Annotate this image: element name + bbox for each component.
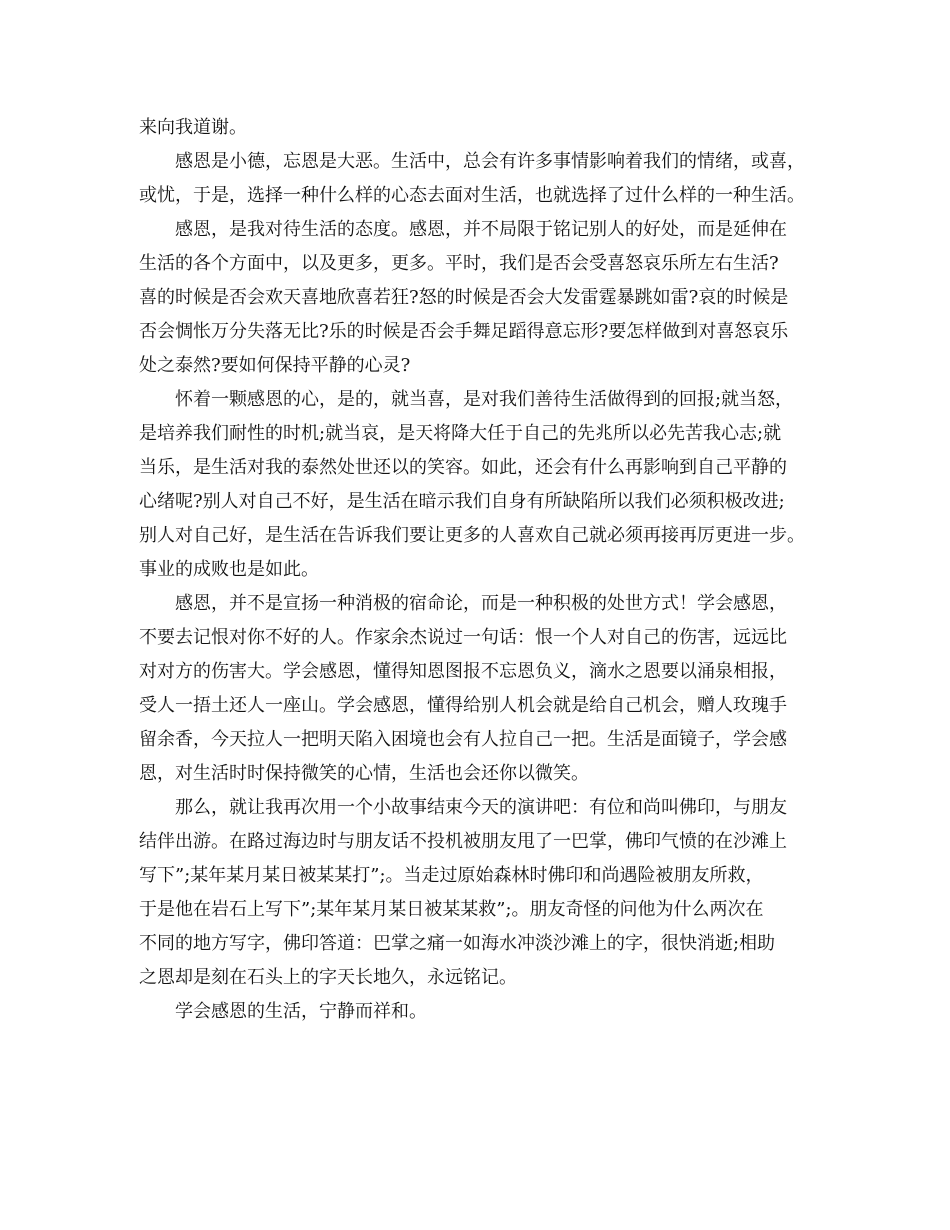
- body-text: [139, 111, 822, 1029]
- text-line: 感恩，是我对待生活的态度。感恩，并不局限于铭记别人的好处，而是延伸在: [175, 219, 787, 240]
- text-line: 来向我道谢。: [139, 117, 247, 138]
- text-line: 感恩，并不是宣扬一种消极的宿命论，而是一种积极的处世方式！学会感恩，: [175, 593, 787, 614]
- text-line: 是培养我们耐性的时机;就当哀，是天将降大任于自己的先兆所以必先苦我心志;就: [139, 423, 782, 444]
- text-line: 喜的时候是否会欢天喜地欣喜若狂?怒的时候是否会大发雷霆暴跳如雷?哀的时候是: [139, 287, 789, 308]
- text-line: 恩，对生活时时保持微笑的心情，生活也会还你以微笑。: [139, 763, 589, 784]
- text-line: 于是他在岩石上写下”;某年某月某日被某某救”;。朋友奇怪的问他为什么两次在: [139, 899, 764, 920]
- text-line: 学会感恩的生活，宁静而祥和。: [175, 1001, 427, 1022]
- text-line: 否会惆怅万分失落无比?乐的时候是否会手舞足蹈得意忘形?要怎样做到对喜怒哀乐: [139, 321, 789, 342]
- text-line: 那么，就让我再次用一个小故事结束今天的演讲吧：有位和尚叫佛印，与朋友: [175, 797, 787, 818]
- text-line: 生活的各个方面中，以及更多，更多。平时，我们是否会受喜怒哀乐所左右生活?: [139, 253, 779, 274]
- text-line: 不要去记恨对你不好的人。作家余杰说过一句话：恨一个人对自己的伤害，远远比: [139, 627, 787, 648]
- text-line: 之恩却是刻在石头上的字天长地久，永远铭记。: [139, 967, 517, 988]
- text-line: 结伴出游。在路过海边时与朋友话不投机被朋友甩了一巴掌，佛印气愤的在沙滩上: [139, 831, 787, 852]
- text-line: 对对方的伤害大。学会感恩，懂得知恩图报不忘恩负义，滴水之恩要以涌泉相报，: [139, 661, 787, 682]
- text-line: 不同的地方写字，佛印答道：巴掌之痛一如海水冲淡沙滩上的字，很快消逝;相助: [139, 933, 776, 954]
- text-line: 留余香，今天拉人一把明天陷入困境也会有人拉自己一把。生活是面镜子，学会感: [139, 729, 787, 750]
- text-line: 处之泰然?要如何保持平静的心灵?: [139, 355, 411, 376]
- text-line: 感恩是小德，忘恩是大恶。生活中，总会有许多事情影响着我们的情绪，或喜，: [175, 151, 805, 172]
- text-line: 心绪呢?别人对自己不好，是生活在暗示我们自身有所缺陷所以我们必须积极改进;: [139, 491, 785, 512]
- text-line: 受人一捂土还人一座山。学会感恩，懂得给别人机会就是给自己机会，赠人玫瑰手: [139, 695, 787, 716]
- text-line: 写下”;某年某月某日被某某打”;。当走过原始森林时佛印和尚遇险被朋友所救，: [139, 865, 764, 886]
- text-line: 别人对自己好，是生活在告诉我们要让更多的人喜欢自己就必须再接再厉更进一步。: [139, 525, 805, 546]
- text-line: 事业的成败也是如此。: [139, 559, 319, 580]
- text-line: 或忧，于是，选择一种什么样的心态去面对生活，也就选择了过什么样的一种生活。: [139, 185, 805, 206]
- text-line: 当乐，是生活对我的泰然处世还以的笑容。如此，还会有什么再影响到自己平静的: [139, 457, 787, 478]
- text-line: 怀着一颗感恩的心，是的，就当喜，是对我们善待生活做得到的回报;就当怒，: [175, 389, 794, 410]
